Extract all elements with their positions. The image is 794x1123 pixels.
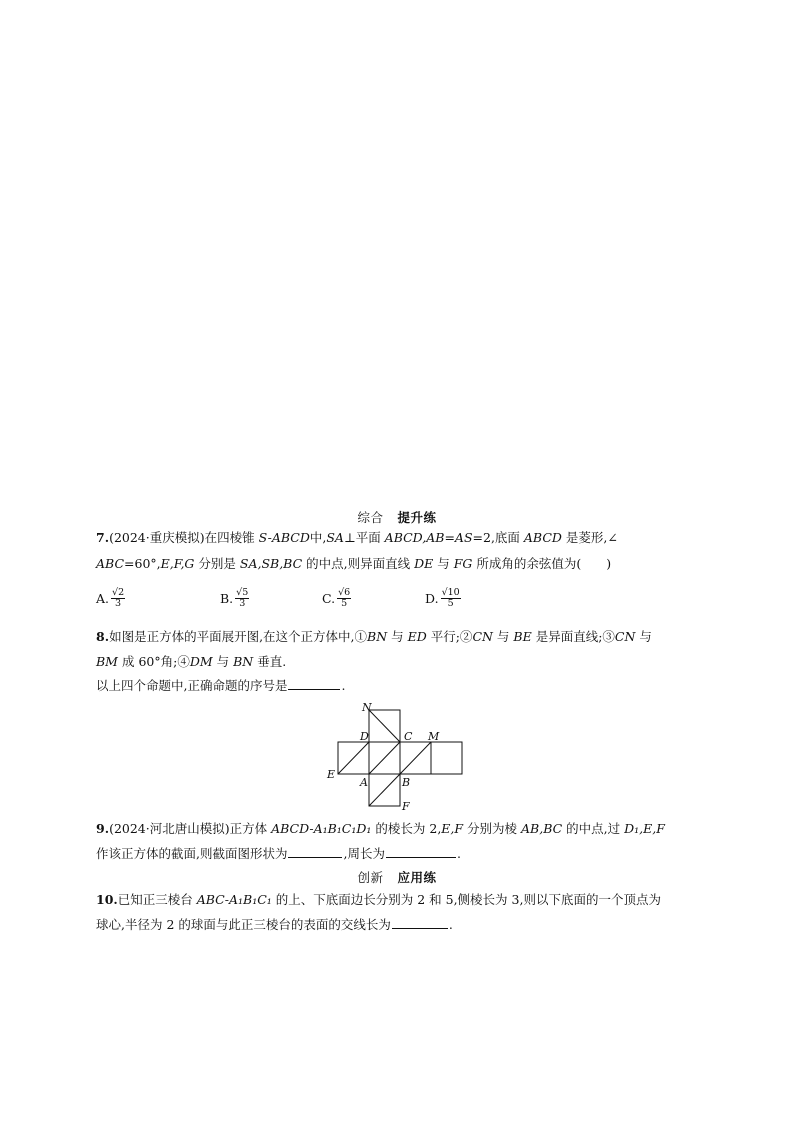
- q10-var: ABC-A₁B₁C₁: [196, 892, 272, 907]
- q9-text: 的中点,过: [562, 821, 625, 836]
- q7-text: 所成角的余弦值为( ): [472, 556, 612, 571]
- label-f: F: [402, 800, 410, 812]
- q7-text: (2024·重庆模拟)在四棱锥: [109, 530, 259, 545]
- label-a: A: [360, 776, 368, 789]
- q7-text: =2,底面: [472, 530, 524, 545]
- q7-var: S-ABCD: [258, 530, 310, 545]
- q8-line3: [96, 677, 345, 695]
- q7-options: [96, 588, 596, 614]
- q8-text: 垂直.: [253, 654, 287, 669]
- q7-text: 中,: [309, 530, 327, 545]
- section-title-part2: 提升练: [397, 510, 437, 525]
- option-fraction: [111, 588, 125, 609]
- q8-line1: [96, 628, 652, 646]
- q9-text: 的棱长为 2,: [371, 821, 442, 836]
- q10-line2: [96, 916, 453, 934]
- q9-text: ,周长为: [343, 846, 385, 861]
- q9-text: 分别为棱: [463, 821, 522, 836]
- section-title-comprehensive: [0, 508, 794, 526]
- label-n: N: [362, 701, 372, 714]
- label-c: C: [404, 730, 413, 743]
- q8-line2: [96, 653, 286, 671]
- q8-text: .: [341, 678, 346, 693]
- diagonal-bm: [400, 742, 431, 774]
- option-fraction: [235, 588, 249, 609]
- fraction-numerator: √2: [112, 587, 125, 598]
- q10-number: 10.: [96, 892, 118, 907]
- q8-text: 与: [635, 629, 652, 644]
- q7-text: 与: [433, 556, 454, 571]
- q9-text: (2024·河北唐山模拟)正方体: [109, 821, 272, 836]
- q7-number: 7.: [96, 530, 110, 545]
- section-title-part1: 创新: [357, 870, 384, 885]
- option-fraction: [441, 588, 461, 609]
- q7-text: ⊥平面: [343, 530, 385, 545]
- q7-line2: [96, 555, 611, 573]
- q7-var: SA: [326, 530, 344, 545]
- q7-var: SA,SB,BC: [239, 556, 303, 571]
- fraction-denominator: 5: [447, 598, 454, 609]
- q8-text: 是异面直线;③: [531, 629, 615, 644]
- fraction-numerator: √5: [236, 587, 249, 598]
- q9-var: E,F: [441, 821, 464, 836]
- q8-number: 8.: [96, 629, 110, 644]
- q8-var: BM: [96, 654, 118, 669]
- option-label: D.: [425, 591, 439, 606]
- option-fraction: [337, 588, 351, 609]
- q8-text: 平行;②: [426, 629, 473, 644]
- label-e: E: [327, 768, 336, 781]
- q8-var: ED: [407, 629, 427, 644]
- q9-text: 作该正方体的截面,则截面图形状为: [96, 846, 288, 861]
- q7-option-c[interactable]: [322, 588, 351, 609]
- q10-line1: [96, 891, 661, 909]
- fraction-numerator: √10: [441, 587, 460, 598]
- q7-text: 的中点,则异面直线: [302, 556, 415, 571]
- fraction-denominator: 3: [115, 598, 122, 609]
- q8-text: 与: [387, 629, 408, 644]
- label-b: B: [402, 776, 411, 789]
- q8-var: BN: [233, 654, 254, 669]
- answer-blank[interactable]: [392, 916, 448, 929]
- q9-number: 9.: [96, 821, 110, 836]
- cube-net-figure: [322, 700, 472, 812]
- q8-var: BN: [367, 629, 388, 644]
- q10-text: 已知正三棱台: [117, 892, 197, 907]
- q7-line1: [96, 529, 618, 547]
- fraction-denominator: 5: [341, 598, 348, 609]
- q8-text: 成 60°角;④: [118, 654, 190, 669]
- q7-option-d[interactable]: [425, 588, 461, 609]
- cube-net-svg: [322, 700, 472, 812]
- answer-blank-perimeter[interactable]: [386, 845, 456, 858]
- net-square-far-right: [431, 742, 462, 774]
- label-m: M: [428, 730, 440, 743]
- q9-var: D₁,E,F: [624, 821, 665, 836]
- q8-text: 如图是正方体的平面展开图,在这个正方体中,①: [109, 629, 368, 644]
- option-label: B.: [220, 591, 234, 606]
- q8-var: DM: [189, 654, 213, 669]
- q7-var: DE: [414, 556, 434, 571]
- answer-blank-shape[interactable]: [288, 845, 342, 858]
- fraction-numerator: √6: [338, 587, 351, 598]
- q9-line2: [96, 845, 461, 863]
- answer-blank[interactable]: [288, 677, 340, 690]
- q7-text: =60°,: [124, 556, 161, 571]
- q8-var: CN: [472, 629, 493, 644]
- section-title-part1: 综合: [357, 510, 384, 525]
- q9-var: AB,BC: [521, 821, 563, 836]
- diagonal-ed: [338, 742, 369, 774]
- fraction-denominator: 3: [239, 598, 246, 609]
- q8-text: 以上四个命题中,正确命题的序号是: [96, 678, 288, 693]
- q7-text: 是菱形,∠: [561, 530, 618, 545]
- q10-text: .: [448, 917, 453, 932]
- option-label: C.: [322, 591, 336, 606]
- q10-text: 球心,半径为 2 的球面与此正三棱台的表面的交线长为: [96, 917, 391, 932]
- diagonal-ac: [369, 742, 400, 774]
- q7-option-b[interactable]: [220, 588, 249, 609]
- q8-var: CN: [614, 629, 636, 644]
- section-title-part2: 应用练: [397, 870, 437, 885]
- q7-option-a[interactable]: [96, 588, 125, 609]
- q7-var: E,F,G: [160, 556, 195, 571]
- section-title-innovation: [0, 868, 794, 886]
- option-label: A.: [96, 591, 110, 606]
- q10-text: 的上、下底面边长分别为 2 和 5,侧棱长为 3,则以下底面的一个顶点为: [271, 892, 661, 907]
- diagonal-bottom: [369, 774, 400, 806]
- q8-text: 与: [212, 654, 234, 669]
- q7-text: 分别是: [194, 556, 240, 571]
- q7-var: ABCD,AB=AS: [384, 530, 473, 545]
- q9-text: .: [456, 846, 461, 861]
- q8-text: 与: [492, 629, 514, 644]
- q8-var: BE: [513, 629, 532, 644]
- q7-var: ABCD: [523, 530, 562, 545]
- q9-line1: [96, 820, 665, 838]
- q7-var: FG: [453, 556, 473, 571]
- label-d: D: [360, 730, 369, 743]
- diagonal-nc: [369, 710, 400, 742]
- q9-var: ABCD-A₁B₁C₁D₁: [271, 821, 372, 836]
- q7-var: ABC: [96, 556, 125, 571]
